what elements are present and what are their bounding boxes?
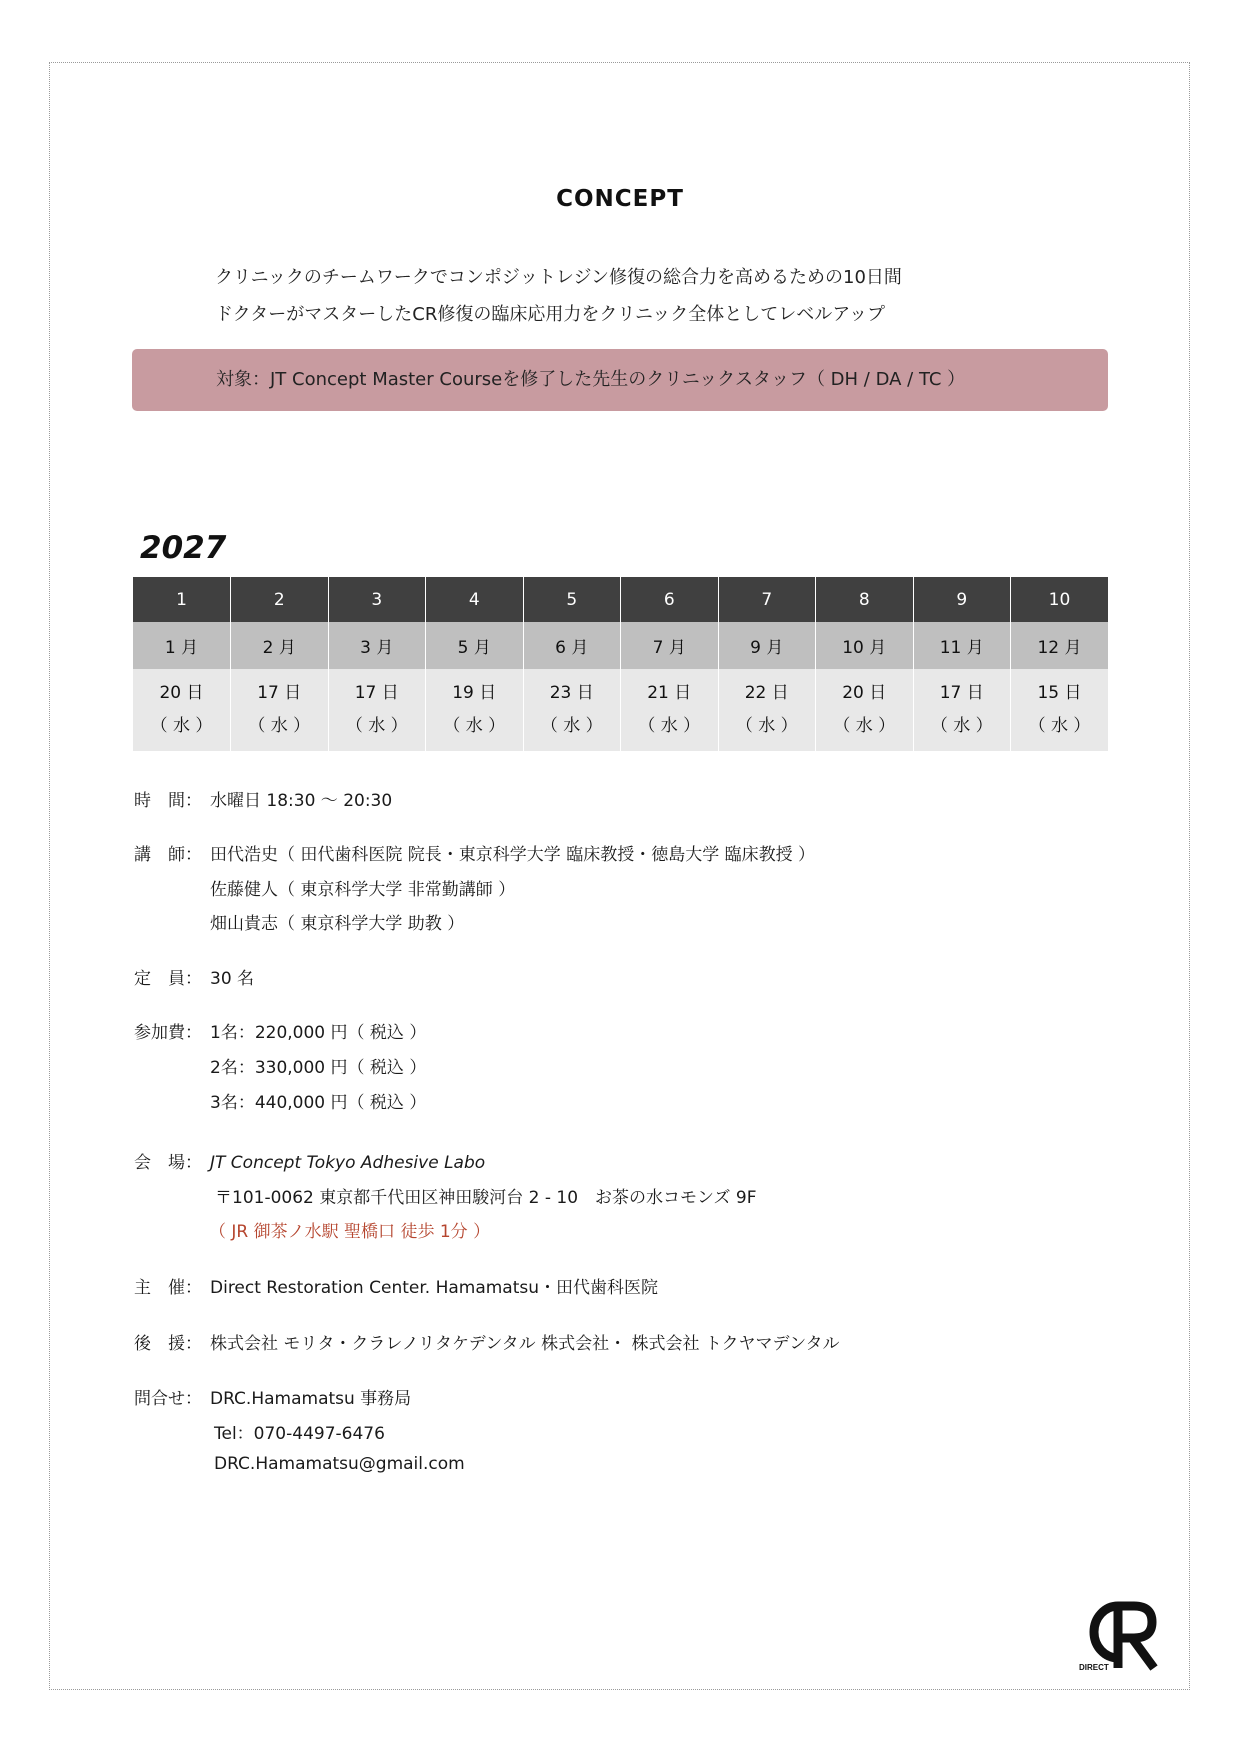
session-day-cell (231, 669, 329, 751)
venue-name: JT Concept Tokyo Adhesive Labo (210, 1153, 486, 1173)
venue-label: 会 場： (134, 1153, 202, 1173)
sponsor-label: 後 援： (134, 1334, 202, 1354)
session-weekday: （ 水 ） (540, 716, 603, 736)
session-number: 2 (231, 577, 329, 622)
session-number: 9 (913, 577, 1011, 622)
lecturer-info (134, 840, 815, 865)
organizer-info (134, 1273, 658, 1298)
session-month: 3 月 (328, 622, 426, 669)
session-day: 15 日 (1037, 683, 1082, 703)
session-day: 17 日 (257, 683, 302, 703)
fee-label: 参加費： (134, 1023, 202, 1043)
session-number: 5 (523, 577, 621, 622)
session-day-cell (426, 669, 524, 751)
session-number: 6 (621, 577, 719, 622)
session-day-cell (523, 669, 621, 751)
session-month: 9 月 (718, 622, 816, 669)
session-number: 8 (816, 577, 914, 622)
session-day-cell (1011, 669, 1109, 751)
time-label: 時 間： (134, 791, 202, 811)
fee-info (134, 1018, 426, 1043)
session-day-cell (328, 669, 426, 751)
fee-line: 3名：440,000 円（ 税込 ） (210, 1093, 427, 1113)
sponsor-info (134, 1329, 840, 1354)
time-value: 水曜日 18:30 〜 20:30 (210, 791, 393, 811)
session-day-cell (718, 669, 816, 751)
target-text: 対象：JT Concept Master Courseを修了した先生のクリニックスタッフ（ DH / DA / TC ） (216, 369, 966, 390)
venue-info (134, 1148, 485, 1173)
lecturer-line: 佐藤健人（ 東京科学大学 非常勤講師 ） (210, 880, 516, 900)
session-number: 1 (133, 577, 231, 622)
session-month: 7 月 (621, 622, 719, 669)
session-day: 20 日 (159, 683, 204, 703)
session-weekday: （ 水 ） (833, 716, 896, 736)
session-day: 19 日 (452, 683, 497, 703)
capacity-label: 定 員： (134, 969, 202, 989)
session-number: 10 (1011, 577, 1109, 622)
session-month: 12 月 (1011, 622, 1109, 669)
session-weekday: （ 水 ） (150, 716, 213, 736)
session-month: 11 月 (913, 622, 1011, 669)
session-day: 21 日 (647, 683, 692, 703)
capacity-info (134, 964, 254, 989)
intro-line-1: クリニックのチームワークでコンポジットレジン修復の総合力を高めるための10日間 (215, 267, 902, 288)
venue-access: （ JR 御茶ノ水駅 聖橋口 徒歩 1分 ） (209, 1222, 491, 1242)
lecturer-line: 田代浩史（ 田代歯科医院 院長・東京科学大学 臨床教授・徳島大学 臨床教授 ） (210, 845, 816, 865)
lecturer-line: 畑山貴志（ 東京科学大学 助教 ） (210, 914, 465, 934)
page-title: CONCEPT (556, 186, 684, 212)
contact-info (134, 1384, 411, 1409)
session-weekday: （ 水 ） (1028, 716, 1091, 736)
capacity-value: 30 名 (210, 969, 255, 989)
session-day-cell (133, 669, 231, 751)
schedule-table (133, 577, 1108, 751)
target-banner (132, 349, 1108, 411)
schedule-year: 2027 (140, 530, 227, 566)
session-month: 2 月 (231, 622, 329, 669)
session-weekday: （ 水 ） (443, 716, 506, 736)
session-day-cell (816, 669, 914, 751)
venue-address: 〒101-0062 東京都千代田区神田駿河台 2 - 10 お茶の水コモンズ 9F (215, 1188, 757, 1208)
session-day-cell (621, 669, 719, 751)
organizer-label: 主 催： (134, 1278, 202, 1298)
drc-logo (1078, 1598, 1168, 1672)
fee-line: 1名：220,000 円（ 税込 ） (210, 1023, 427, 1043)
logo-direct-text: DIRECT (1079, 1663, 1109, 1672)
session-weekday: （ 水 ） (345, 716, 408, 736)
session-day: 20 日 (842, 683, 887, 703)
session-weekday: （ 水 ） (930, 716, 993, 736)
contact-phone: Tel：070-4497-6476 (214, 1424, 385, 1444)
session-day-cell (913, 669, 1011, 751)
session-number: 3 (328, 577, 426, 622)
month-row (133, 622, 1108, 669)
session-month: 10 月 (816, 622, 914, 669)
session-number: 4 (426, 577, 524, 622)
session-weekday: （ 水 ） (248, 716, 311, 736)
sponsor-value: 株式会社 モリタ・クラレノリタケデンタル 株式会社・ 株式会社 トクヤマデンタル (210, 1334, 840, 1354)
session-month: 1 月 (133, 622, 231, 669)
intro-line-2: ドクターがマスターしたCR修復の臨床応用力をクリニック全体としてレベルアップ (215, 304, 886, 325)
contact-email: DRC.Hamamatsu@gmail.com (214, 1454, 465, 1474)
organizer-value: Direct Restoration Center. Hamamatsu・田代歯科医院 (210, 1278, 659, 1298)
lecturer-label: 講 師： (134, 845, 202, 865)
session-day: 23 日 (549, 683, 594, 703)
session-month: 5 月 (426, 622, 524, 669)
contact-line: DRC.Hamamatsu 事務局 (210, 1389, 412, 1409)
fee-line: 2名：330,000 円（ 税込 ） (210, 1058, 427, 1078)
day-row (133, 669, 1108, 751)
session-weekday: （ 水 ） (638, 716, 701, 736)
session-month: 6 月 (523, 622, 621, 669)
session-day: 22 日 (744, 683, 789, 703)
time-info (134, 786, 392, 811)
session-number-row (133, 577, 1108, 622)
session-weekday: （ 水 ） (735, 716, 798, 736)
session-number: 7 (718, 577, 816, 622)
session-day: 17 日 (939, 683, 984, 703)
session-day: 17 日 (354, 683, 399, 703)
contact-label: 問合せ： (134, 1389, 202, 1409)
